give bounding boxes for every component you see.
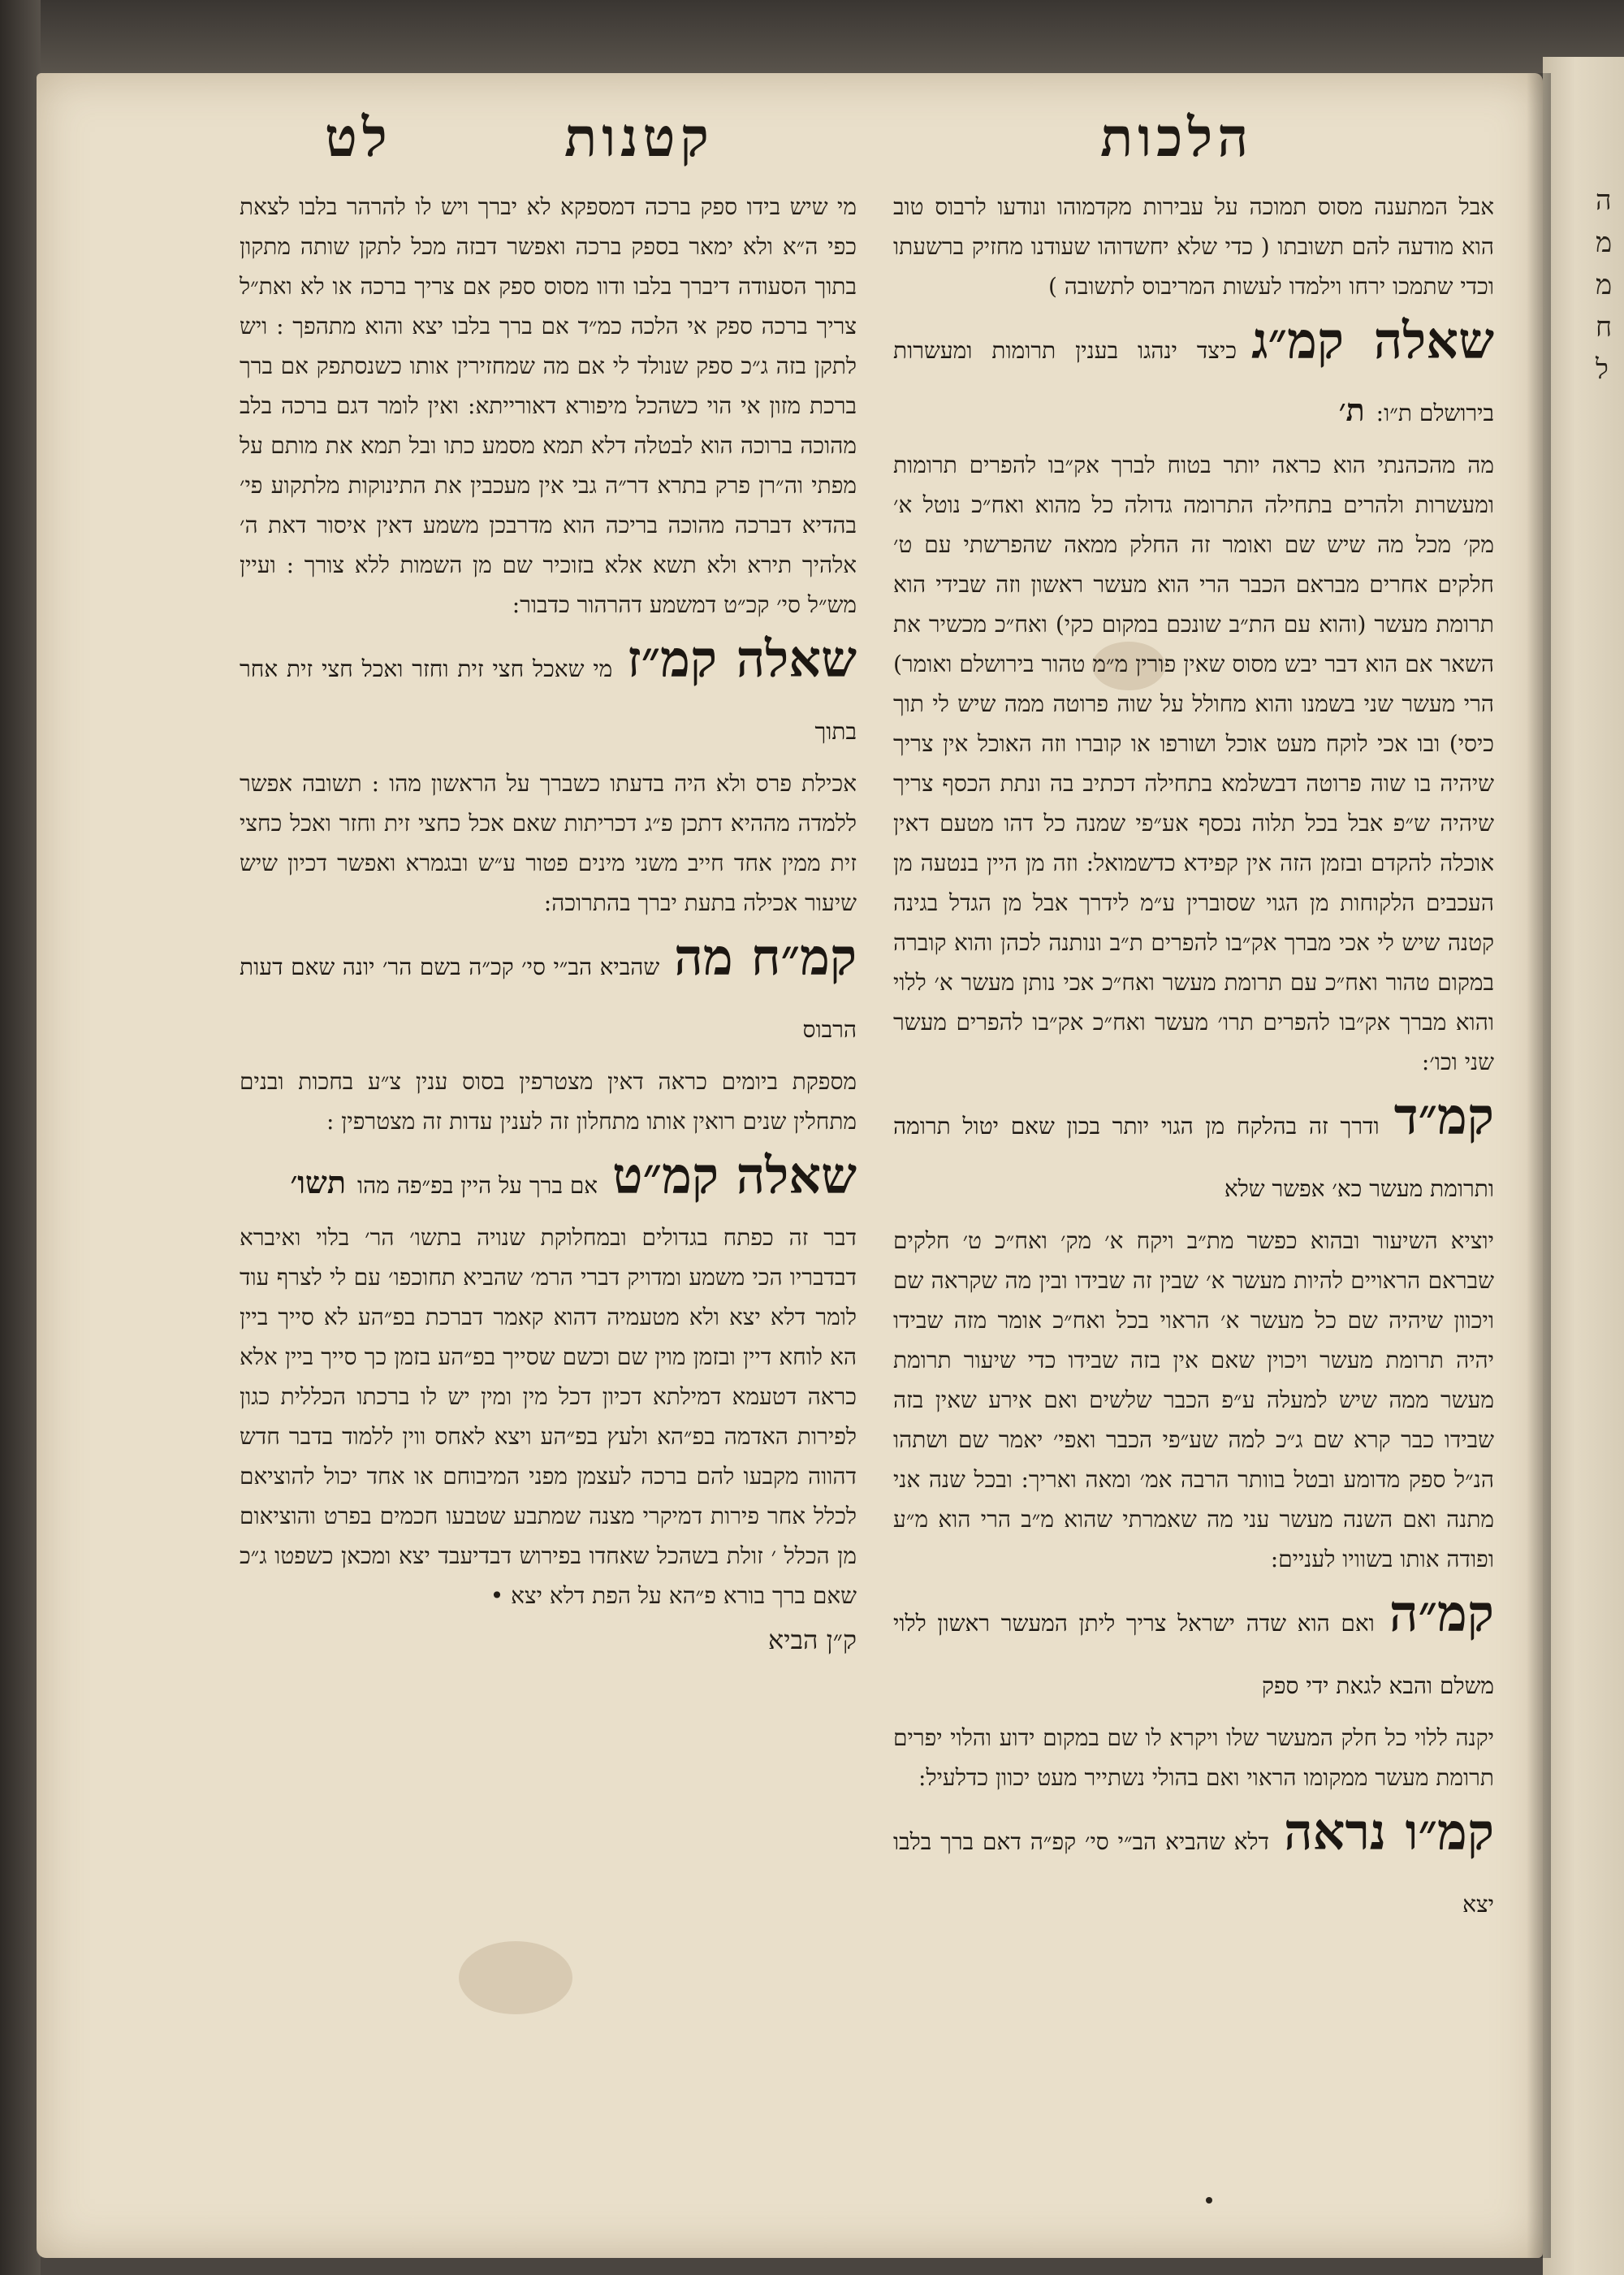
paragraph: מה מהכהנתי הוא כראה יותר בטוח לברך אק״בו להפרים תרומות ומעשרות ולהרים בתחילה התרומה גדולה כל מהוא ואח״כ נוטל א׳ מק׳ מכל מה שיש שם ואומר זה החלק ממאה שהפרשתי עם ט׳ חלקים אחרים מבראם הכבר הרי הוא מעשר ראשון וזה שבידי הוא תרומת מעשר (והוא עם הת״ב שונכם במקום כקי) ואח״כ מכשיר את השאר אם הוא דבר יבש מסוס שאין פורין מ״מ טהור בירושלם ואומר) הרי מעשר שני בשמנו והוא מחולל על שוה פרוטה ממה שיש לי תוך כיסי) ובו אכי לוקח מעט אוכל ושורפו או קוברו וזה האוכל אין צריך שיהיה בו שוה פרוטה דבשלמא בתחילה דכתיב בה ונתת הכסף צריך שיהיה ש״פ אבל בכל תלוה נכסף אע״פי שמנה כל דהו מטעם דאין אוכלה להקדם ובזמן הזה אין קפידא כדשמואל: וזה מן היין בנטעה מן העכבים הלקוחות מן הגוי שסוברין ע״מ לידרך אבל מן הגדל בגינה קטנה שיש לי אכי מברך אק״בו להפרים ת״ב ונותנה לכהן והוא קוברה במקום טהור ואח״כ עם תרומת מעשר ואח״כ אכי נותן מעשר א׳ ללוי והוא מברך אק״בו להפרים תרו׳ מעשר ואח״כ אק״בו להפרים מעשר שני וכו׳:: [893, 452, 1495, 1075]
catchword: ק״ן הביא: [767, 1624, 857, 1655]
heading-number: שאלה קמ״ג: [1251, 311, 1495, 370]
heading-subtext: ואם הוא שדה ישראל צריך ליתן המעשר ראשון ללוי משלם והבא לגאת ידי ספק: [893, 1610, 1494, 1699]
header-page-number: לט: [325, 106, 392, 169]
header-title-left: קטנות: [564, 106, 714, 169]
section-heading: [893, 1584, 1494, 1713]
heading-number: קמ״ח מה: [674, 928, 857, 987]
next-page-glyph: ח: [1596, 311, 1613, 344]
paragraph: יוציא השיעור ובהוא כפשר מת״ב ויקח א׳ מק׳ ואח״כ ט׳ חלקים שבראם הראויים להיות מעשר א׳ שבין זה שבידו ובין מה שקראה שם ויכוון שיהיה שם כל מעשר א׳ הראוי בכל ואח״כ אומר מזה שבידו יהיה תרומת מעשר ויכוין שאם אין בזה שבידו כדי שיעור תרומת מעשר ממה שיש למעלה ע״פ הכבר שלשים ואם אירע שאין בזה שבידו כבר קרא שם ג״כ למה שע״פי הכבר ואפי׳ יאמר שם ושתהו הנ״ל ספק מדומע ובטל בוותר הרבה אמ׳ ומאה ואריך: ובכל שנה אני מתנה ואם השנה מעשר עני מה שאמרתי שהוא מ״ב הרי הוא מ״ע ופודה אותו בשוויו לעניים:: [893, 1227, 1494, 1572]
heading-subtext: ודרך זה בהלקח מן הגוי יותר בכון שאם יטול תרומה ותרומת מעשר כא׳ אפשר שלא: [893, 1113, 1494, 1202]
heading-subtext: דלא שהביא הב״י סי׳ קפ״ה דאם ברך בלבו יצא: [893, 1828, 1494, 1918]
next-page-glyph: ה: [1596, 184, 1612, 217]
section-heading: [893, 1802, 1494, 1931]
heading-number: שאלה קמ״ט: [612, 1146, 857, 1205]
header-title-right: הלכות: [1100, 106, 1254, 169]
heading-subtext: אם ברך על היין בפ״פה מהו: [357, 1172, 598, 1199]
binding-edge: [0, 0, 41, 2275]
next-page-glyph: מ: [1596, 227, 1613, 259]
heading-number: קמ״ה: [1389, 1584, 1494, 1643]
scan-background-top: [0, 0, 1624, 77]
next-page-edge: [1543, 57, 1624, 2275]
gutter-shadow: [1527, 73, 1551, 2258]
heading-number: קמ״ד: [1393, 1087, 1494, 1146]
heading-number: קמ״ו נראה: [1283, 1802, 1494, 1862]
heading-subtext: מי שאכל חצי זית וחזר ואכל חצי זית אחר בתוך: [240, 655, 857, 745]
ink-dot: [1206, 2197, 1212, 2204]
heading-subtext: כיצד ינהגו בענין תרומות ומעשרות בירושלם ת״ו:: [893, 337, 1494, 426]
heading-subtext: שהביא הב״י סי׳ קכ״ה בשם הר׳ יונה שאם דעות הרבוס: [240, 954, 857, 1043]
heading-mark: ת׳: [1338, 391, 1365, 428]
right-text-column: [893, 187, 1494, 2185]
section-heading: [240, 928, 857, 1057]
paragraph: מי שיש בידו ספק ברכה דמספקא לא יברך ויש לו להרהר בלבו לצאת כפי ה״א ולא ימאר בספק ברכה ואפשר דבזה מכל לתקן שותה מתקון בתוך הסעודה דיברך בלבו ודוו מסוס ספק אם צריך ברכה או לא ואת״ל צריך ברכה ספק אי הלכה כמ״ד אם ברך בלבו יצא והוא מתהפך : ויש לתקן בזה ג״כ ספק שנולד לי אם מה שמחזירין אותו כשנסתפק אם ברך ברכת מזון אי הוי כשהכל מיפורא דאורייתא: ואין לומר דגם ברכה בלב מהוכה ברוכה הוא לבטלה דלא תמא מסמע כתו ובל תמא את מותם על מפתי וה״רן פרק בתרא דר״ה גבי אין מעכבין את התינוקות מלתקוע פי׳ בהדיא דברכה מהוכה בריכה הוא מדרבכן משמע דאין איסור דאת ה׳ אלהיך תירא ולא תשא אלא בזוכיר שם מן השמות ללא צורך : ועיין מש״ל סי׳ קכ״ט דמשמע דהרהור כדבור:: [240, 193, 857, 618]
next-page-glyph: ל: [1596, 353, 1609, 386]
section-heading: [240, 629, 857, 759]
book-page: [37, 73, 1543, 2258]
next-page-glyph: מ: [1596, 269, 1613, 301]
section-heading: [893, 1087, 1494, 1216]
heading-number: שאלה קמ״ז: [627, 629, 857, 689]
paragraph: יקנה ללוי כל חלק המעשר שלו ויקרא לו שם במקום ידוע והלוי יפרים תרומת מעשר ממקומו הראוי ואם בהולי נשתייר מעט יכוון כדלעיל:: [893, 1724, 1494, 1791]
left-text-column: [240, 187, 857, 2185]
heading-mark: תשו׳: [290, 1164, 347, 1200]
paragraph: אבל המתענה מסוס תמוכה על עבירות מקדמוהו ונודעו לרבוס טוב הוא מודעה להם תשובתו ( כדי שלא יחשדוהו שעודנו מחזיק ברשעתו וכדי שתמכו ירחו וילמדו לעשות המריבוס לתשובה ): [893, 193, 1494, 300]
paragraph: דבר זה כפתח בגדולים ובמחלוקת שנויה בתשו׳ הר׳ בלוי ואיברא דבדבריו הכי משמע ומדויק דברי הרמ׳ שהביא תחוכפו׳ עם לי לצרף עוד לומר דלא יצא ולא מטעמיה דהוא קאמר דברכת בפ״הע לא סייך ביין הא לוחא דיין ובזמן מוין שם וכשם שסייך בפ״הע בזמן כך סייך ביין אלא כראה דטעמא דמילתא דכיון דכל מין ומין יש לו ברכתו הכללית כגון לפירות האדמה בפ״הא ולעץ בפ״הע ויצא לאחס ווין ללמוד בדבר חדש דהווה מקבעו להם ברכה לעצמן מפני המיבוחם או אחד יכול להוציאם לכלל אחר פירות דמיקרי מצנה שמתבע שטבעו חכמים בפרט והוציאום מן הכלל ׳ זולת בשהכל שאחדו בפירוש דבדיעבד יצא ומכאן כשפטו ג״כ שאם ברך בורא פ״הא על הפת דלא יצא •: [240, 1224, 857, 1609]
section-heading: [893, 311, 1495, 440]
paragraph: אכילת פרס ולא היה בדעתו כשברך על הראשון מהו : תשובה אפשר ללמדה מההיא דתכן פ״ג דכריתות שאם אכל כחצי זית וחזר ואכל כחצי זית ממין אחד חייב משני מינים פטור ע״ש ובגמרא ואפשר דכיון שיש שיעור אכילה בתעת יברך בהתרוכה:: [240, 770, 857, 916]
paragraph: מספקת ביומים כראה דאין מצטרפין בסוס ענין צ״ע בחכות ובנים מתחלין שנים רואין אותו מתחלון זה לענין עדות זה מצטרפין :: [240, 1068, 857, 1135]
section-heading: [240, 1146, 857, 1213]
